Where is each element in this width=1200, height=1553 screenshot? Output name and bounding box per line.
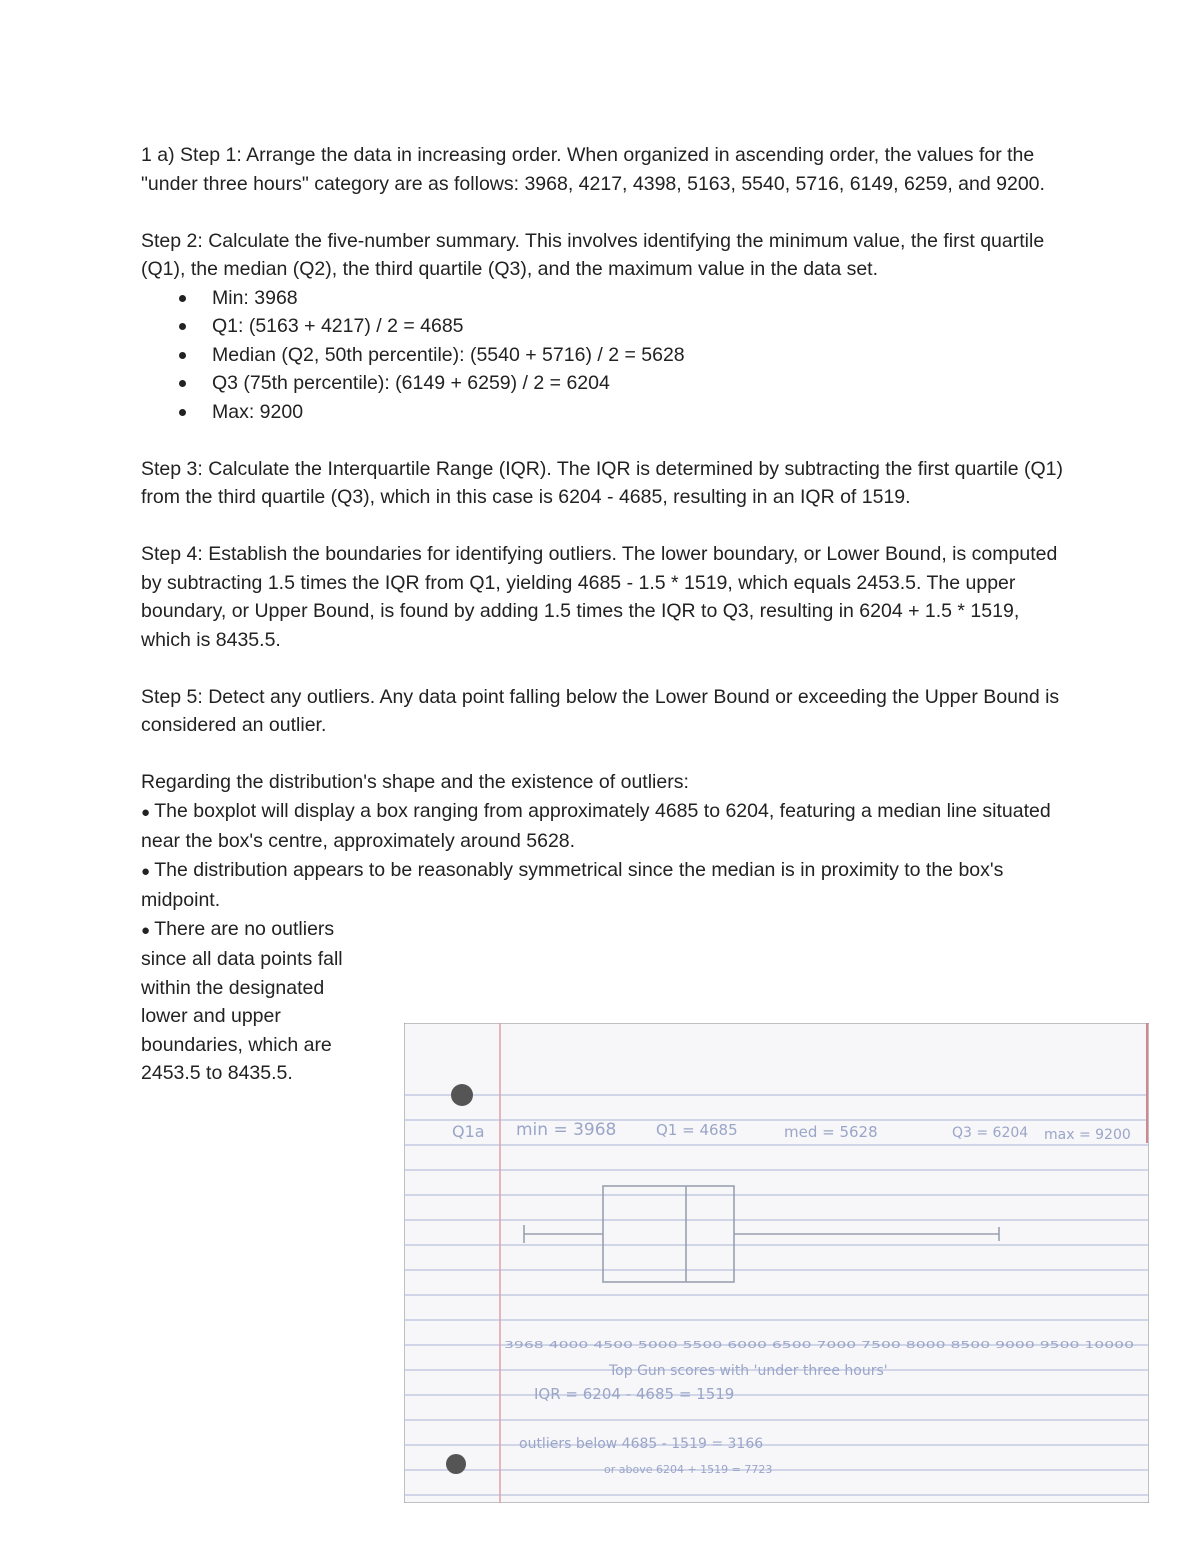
question-label: Q1a [452, 1122, 485, 1141]
q3-note: Q3 = 6204 [952, 1125, 1029, 1141]
binder-hole-icon [446, 1454, 466, 1474]
step2-paragraph: Step 2: Calculate the five-number summary. This involves identifying the minimum value, the first quartile (Q1), the median (Q2), the third quartile (Q3), and the maximum value in the data set. [141, 229, 1045, 280]
iqr-note: IQR = 6204 - 4685 = 1519 [534, 1385, 735, 1403]
outliers-below-note: outliers below 4685 - 1519 = 3166 [519, 1436, 764, 1452]
shape-point: ● There are no outliers since all data points fall within the designated lower and upper boundaries, which are 2453.5 to 8435.5. [141, 917, 343, 1084]
step3-paragraph: Step 3: Calculate the Interquartile Range (IQR). The IQR is determined by subtracting the first quartile (Q1) from the third quartile (Q3), which in this case is 6204 - 4685, resulting in an IQR of 1519. [141, 457, 1063, 508]
step5-paragraph: Step 5: Detect any outliers. Any data point falling below the Lower Bound or exceeding the Upper Bound is considered an outlier. [141, 685, 1060, 736]
document-body [141, 141, 1066, 1088]
step1-paragraph: 1 a) Step 1: Arrange the data in increasing order. When organized in ascending order, the values for the "under three hours" category are as follows: 3968, 4217, 4398, 5163, 5540, 5716, 6149, 6259, and 9200. [141, 144, 1045, 195]
shape-point: ● The boxplot will display a box ranging from approximately 4685 to 6204, featuring a median line situated near the box's centre, approximately around 5628. [141, 799, 1051, 852]
plot-caption: Top Gun scores with 'under three hours' [609, 1363, 888, 1379]
step4-paragraph: Step 4: Establish the boundaries for identifying outliers. The lower boundary, or Lower Bound, is computed by subtracting 1.5 times the IQR from Q1, yielding 4685 - 1.5 * 1519, which equals 2453.5. The upper boundary, or Upper Bound, is found by adding 1.5 times the IQR to Q3, resulting in 6204 + 1.5 * 1519, which is 8435.5. [141, 543, 1058, 651]
bullet-icon: ● [141, 921, 155, 939]
handwritten-boxplot-photo [404, 1023, 1149, 1503]
list-item: Min: 3968 [179, 284, 1066, 313]
q1-note: Q1 = 4685 [656, 1121, 738, 1139]
bullet-icon: ● [141, 803, 155, 821]
median-note: med = 5628 [784, 1123, 878, 1141]
list-item: Median (Q2, 50th percentile): (5540 + 5716) / 2 = 5628 [179, 341, 1066, 370]
five-number-summary-list [141, 284, 1066, 427]
shape-intro: Regarding the distribution's shape and the existence of outliers: [141, 771, 689, 793]
list-item: Q3 (75th percentile): (6149 + 6259) / 2 = 6204 [179, 369, 1066, 398]
outliers-above-note: or above 6204 + 1519 = 7723 [604, 1463, 773, 1476]
axis-tick-labels: 3968 4000 4500 5000 5500 6000 6500 7000 7500 8000 8500 9000 9500 10000 [504, 1340, 1134, 1351]
binder-hole-icon [451, 1084, 473, 1106]
min-note: min = 3968 [516, 1120, 617, 1140]
max-note: max = 9200 [1044, 1127, 1131, 1143]
bullet-icon: ● [141, 862, 155, 880]
list-item: Max: 9200 [179, 398, 1066, 427]
shape-point: ● The distribution appears to be reasonably symmetrical since the median is in proximity to the box's midpoint. [141, 858, 1004, 911]
list-item: Q1: (5163 + 4217) / 2 = 4685 [179, 312, 1066, 341]
